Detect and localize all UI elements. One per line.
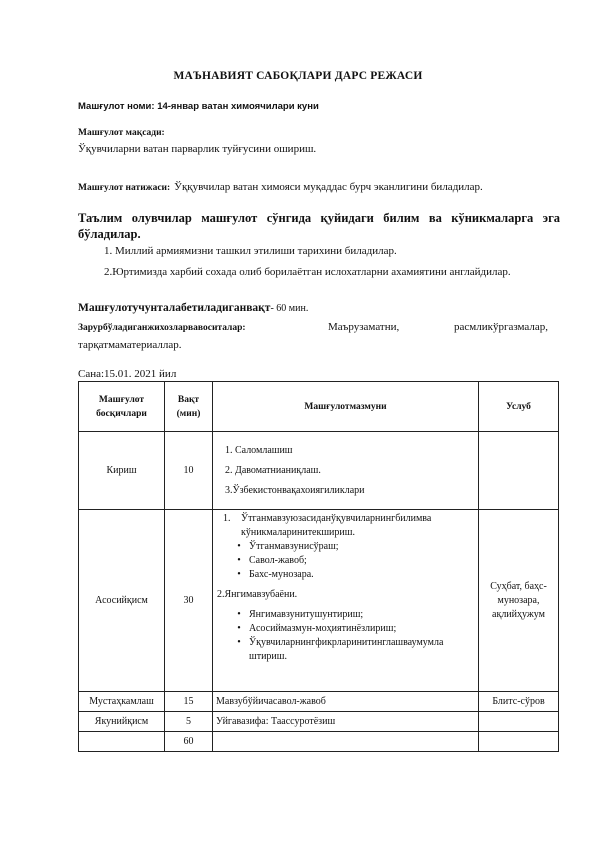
bullet-dot-icon: • bbox=[237, 623, 241, 634]
main-time: 30 bbox=[165, 510, 213, 692]
list-item: • Асосиймазмун-моҳиятинёзлириш; bbox=[233, 622, 472, 636]
result-line bbox=[78, 177, 568, 195]
table-row-main bbox=[79, 510, 559, 692]
bullet-dot-icon: • bbox=[237, 541, 241, 552]
bullet-dot-icon: • bbox=[237, 637, 241, 648]
intro-item-3: 3.Ўзбекистонвақахоиягиликлари bbox=[225, 484, 365, 496]
topic-label: Машғулот номи: bbox=[78, 101, 155, 112]
total-method bbox=[479, 732, 559, 752]
lesson-plan-table bbox=[78, 381, 559, 752]
main-content bbox=[213, 510, 479, 692]
list-item: • Бахс-мунозара. bbox=[233, 568, 472, 582]
bullet-dot-icon: • bbox=[237, 569, 241, 580]
list-item: • Савол-жавоб; bbox=[233, 554, 472, 568]
table-row-intro bbox=[79, 432, 559, 510]
table-row-total bbox=[79, 732, 559, 752]
consolidation-method: Блитс-сўров bbox=[479, 692, 559, 712]
total-time: 60 bbox=[165, 732, 213, 752]
resources-value: Маърузаматни, расмликўргазмалар, тарқатмаматериаллар. bbox=[78, 321, 549, 351]
intro-item-1: 1. Саломлашиш bbox=[225, 444, 293, 456]
goal-value: Ўқувчиларни ватан парварлик туйғусини ошириш. bbox=[78, 143, 317, 155]
header-stage: Машғулот босқичлари bbox=[79, 382, 165, 432]
final-method bbox=[479, 712, 559, 732]
date-line: Сана:15.01. 2021 йил bbox=[78, 368, 177, 380]
intro-stage: Кириш bbox=[79, 432, 165, 510]
intro-time: 10 bbox=[165, 432, 213, 510]
total-stage bbox=[79, 732, 165, 752]
main-item-1 bbox=[217, 512, 472, 540]
intro-content bbox=[213, 432, 479, 510]
bullet-dot-icon: • bbox=[237, 555, 241, 566]
table-header-row bbox=[79, 382, 559, 432]
topic-value: 14-январ ватан химоячилари куни bbox=[157, 101, 319, 112]
goal-label: Машғулот мақсади: bbox=[78, 128, 165, 138]
topic-line bbox=[78, 101, 319, 112]
list-item: • Ўтганмавзунисўраш; bbox=[233, 540, 472, 554]
main-item-2: 2.Янгимавзубаёни. bbox=[217, 589, 298, 600]
intro-item-2: 2. Давоматнианиқлаш. bbox=[225, 464, 321, 476]
result-label: Машғулот натижаси: bbox=[78, 183, 171, 193]
final-stage: Якунийқисм bbox=[79, 712, 165, 732]
main-item-1-number: 1. bbox=[223, 513, 231, 524]
table-row-consolidation bbox=[79, 692, 559, 712]
learners-heading: Таълим олувчилар машғулот сўнгида қуйидаги билим ва кўникмаларга эга бўладилар. bbox=[78, 211, 560, 241]
main-stage: Асосийқисм bbox=[79, 510, 165, 692]
consolidation-content: Мавзубўйичасавол-жавоб bbox=[213, 692, 479, 712]
resources-line bbox=[78, 318, 560, 353]
table-row-final bbox=[79, 712, 559, 732]
document-title: МАЪНАВИЯТ САБОҚЛАРИ ДАРС РЕЖАСИ bbox=[173, 70, 423, 82]
result-value: Ўққувчилар ватан химояси муқаддас бурч эканлигини биладилар. bbox=[174, 181, 483, 193]
final-time: 5 bbox=[165, 712, 213, 732]
learners-item-2: 2.Юртимизда харбий сохада олиб борилаётган ислохатларни ахамиятини англайдилар. bbox=[104, 266, 511, 278]
header-content: Машғулотмазмуни bbox=[213, 382, 479, 432]
consolidation-stage: Мустаҳкамлаш bbox=[79, 692, 165, 712]
learners-item-1: 1. Миллий армиямизни ташкил этилиши тарихини биладилар. bbox=[104, 245, 397, 257]
main-method: Суҳбат, баҳс-мунозара, ақлийҳужум bbox=[479, 510, 559, 692]
main-item-1-text: Ўтганмавзуюзасиданўқувчиларнингбилимва кўникмаларинитекшириш. bbox=[241, 513, 432, 538]
duration-value: - 60 мин. bbox=[270, 303, 309, 314]
duration-line bbox=[78, 298, 308, 316]
main-sublist-2 bbox=[217, 608, 472, 664]
total-content bbox=[213, 732, 479, 752]
duration-label: Машғулотучунталабетиладиганвақт bbox=[78, 302, 271, 314]
bullet-dot-icon: • bbox=[237, 609, 241, 620]
consolidation-time: 15 bbox=[165, 692, 213, 712]
header-method: Услуб bbox=[479, 382, 559, 432]
resources-label: Зарурбўладиганжихозларвавоситалар: bbox=[78, 323, 246, 333]
main-sublist-1 bbox=[217, 540, 472, 582]
final-content: Уйгавазифа: Таассуротёзиш bbox=[213, 712, 479, 732]
list-item: • Янгимавзунитушунтириш; bbox=[233, 608, 472, 622]
header-time: Вақт (мин) bbox=[165, 382, 213, 432]
intro-method bbox=[479, 432, 559, 510]
list-item: • Ўқувчиларнингфикрларинитинглашваумумла штириш. bbox=[233, 636, 472, 664]
